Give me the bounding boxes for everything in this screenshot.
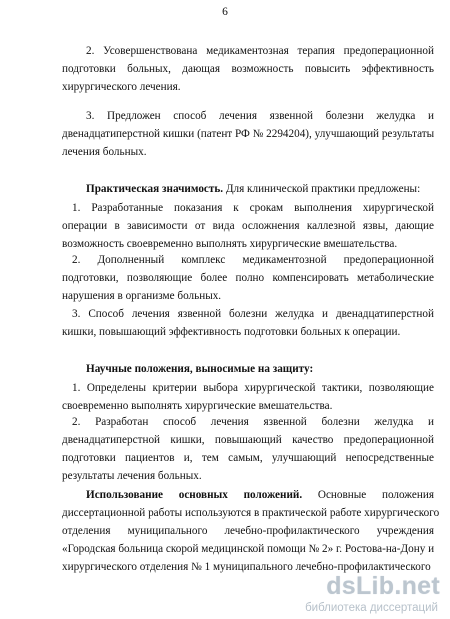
text-line: 2. Усовершенствована медикаментозная терапия предоперационной (86, 45, 434, 57)
text-line: 2. Разработан способ лечения язвенной болезни желудка и (72, 416, 434, 428)
text-line: двенадцатиперстной кишки (патент РФ № 2294204), улучшающий результаты (62, 128, 435, 140)
usage-heading: Использование основных положений. (86, 489, 303, 501)
text-line: диссертационной работы используются в практической работе хирургического (62, 507, 440, 519)
page-number: 6 (222, 6, 228, 18)
text-line: «Городская больница скорой медицинской помощи № 2» г. Ростова-на-Дону и (62, 543, 435, 555)
theses-item-1 (62, 379, 434, 415)
text-line: кишки, повышающий эффективность подготовки больных к операции. (62, 326, 401, 338)
text-line: подготовки пациентов и, тем самым, улучшающий непосредственные (62, 452, 434, 464)
text-line: 3. Способ лечения язвенной болезни желудка и двенадцатиперстной (72, 308, 434, 320)
text-line: двенадцатиперстной кишки, повышающий качество предоперационной (62, 434, 434, 446)
text-line: подготовки больных, дающая возможность повысить эффективность (62, 63, 434, 75)
watermark-subtitle: библиотека диссертаций (305, 602, 438, 614)
text-line: нарушения в организме больных. (62, 290, 222, 302)
practical-item-1 (62, 199, 434, 253)
watermark-logo: dsLib.net (326, 572, 440, 600)
novelty-item-2 (62, 42, 434, 96)
theses-heading: Научные положения, выносимые на защиту: (86, 363, 314, 375)
usage-first-rest: Основные положения (302, 489, 434, 501)
theses-item-2 (62, 413, 434, 485)
text-line: 1. Разработанные показания к срокам выполнения хирургической (72, 202, 434, 214)
practical-intro: Для клинической практики предложены: (223, 183, 421, 195)
text-line: 2. Дополненный комплекс медикаментозной предоперационной (72, 254, 434, 266)
text-line: операции в зависимости от вида осложнения каллезной язвы, дающие (62, 220, 434, 232)
practical-heading-line (62, 180, 434, 198)
watermark (252, 572, 440, 614)
text-line: 1. Определены критерии выбора хирургической тактики, позволяющие (72, 382, 434, 394)
usage-paragraph (62, 486, 440, 576)
practical-item-3 (62, 305, 434, 341)
text-line: подготовки, позволяющие более полно компенсировать метаболические (62, 272, 434, 284)
text-line: лечения больных. (62, 146, 147, 158)
text-line: хирургического отделения № 1 муниципального лечебно-профилактического (62, 561, 431, 573)
practical-item-2 (62, 251, 434, 305)
text-line: результаты лечения больных. (62, 470, 202, 482)
text-line: своевременно выполнять хирургические вмешательства. (62, 400, 333, 412)
theses-heading-line (62, 360, 434, 378)
novelty-item-3 (62, 107, 434, 161)
practical-heading: Практическая значимость. (86, 183, 224, 195)
text-line: 3. Предложен способ лечения язвенной болезни желудка и (86, 110, 434, 122)
text-line: возможность своевременно выполнять хирургические вмешательства. (62, 238, 398, 250)
text-line: отделения муниципального лечебно-профилактического учреждения (62, 525, 434, 537)
text-line: хирургического лечения. (62, 81, 181, 93)
